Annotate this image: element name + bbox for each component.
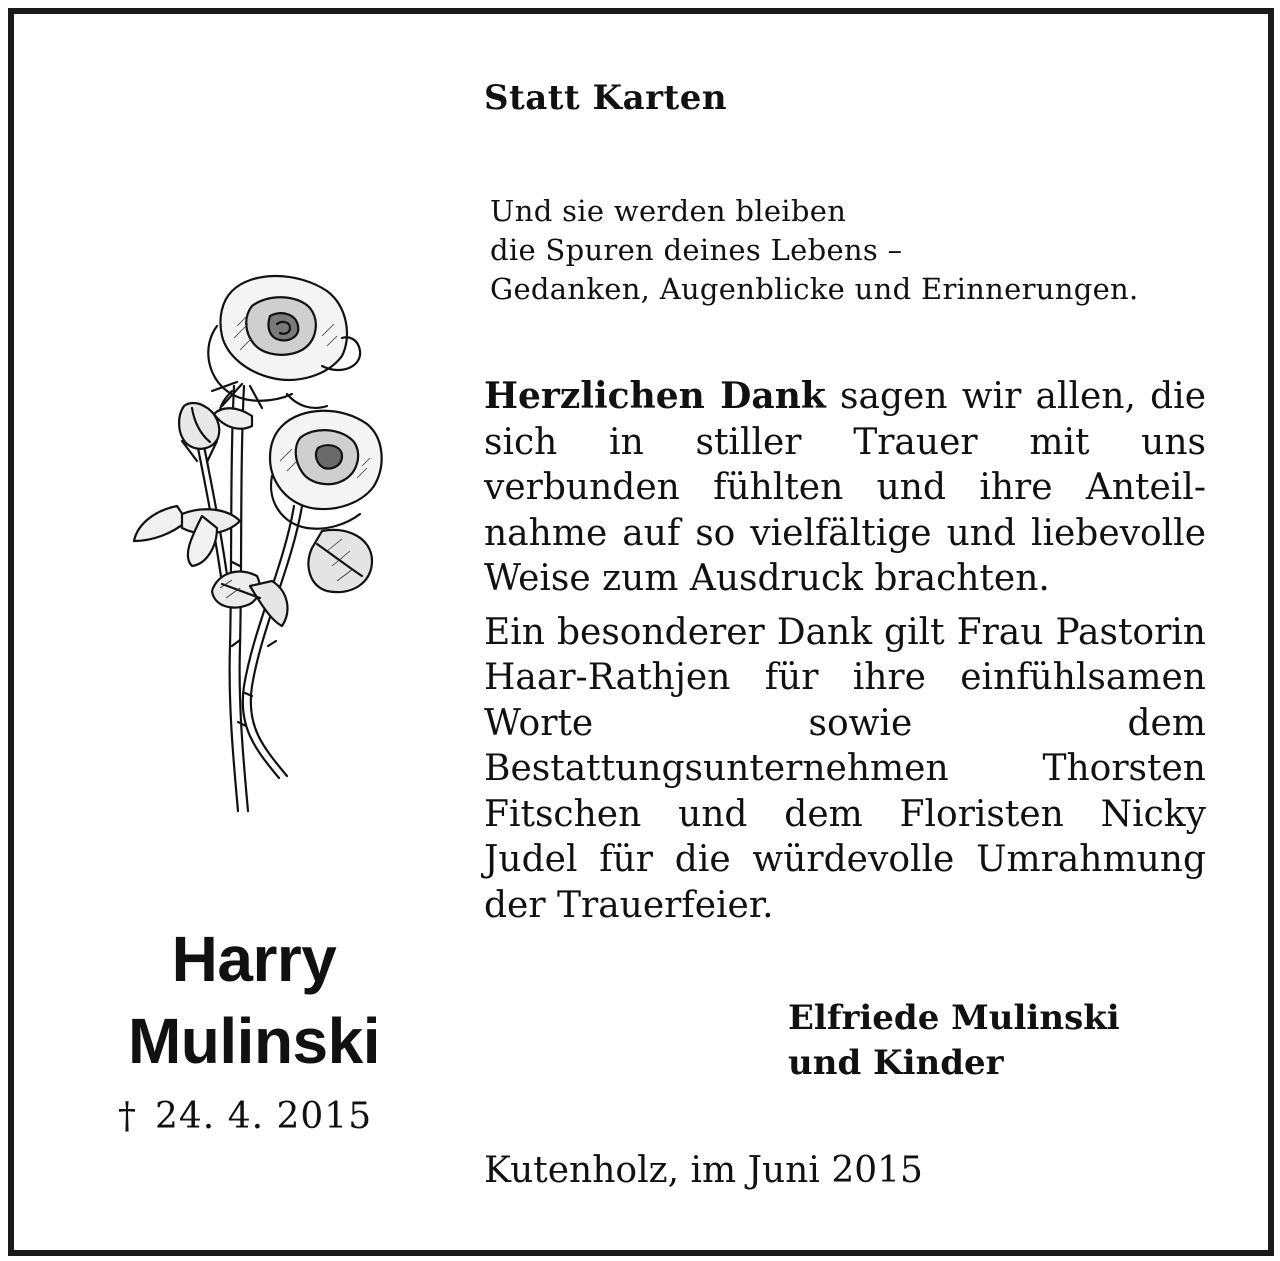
poem: [490, 192, 1139, 309]
place-date: Kutenholz, im Juni 2015: [484, 1150, 923, 1191]
rose-icon: [122, 266, 392, 821]
notice-header: Statt Karten: [484, 78, 728, 118]
death-date-line: [118, 1096, 372, 1137]
poem-line: die Spuren deines Lebens –: [490, 233, 903, 267]
deceased-name: [94, 918, 414, 1082]
obituary-card: [8, 8, 1274, 1256]
signature-line: und Kinder: [788, 1043, 1004, 1083]
signature-line: Elfriede Mulinski: [788, 998, 1120, 1038]
deceased-first-name: Harry: [171, 923, 337, 995]
thanks-paragraph-1: [484, 374, 1206, 602]
thanks-paragraph-1-text: sagen wir allen, die sich in stiller Trauer mit uns verbunden fühlten und ihre Anteilnahme auf so vielfältige und liebevolle Weise zum Ausdruck brachten.: [484, 376, 1206, 599]
thanks-emphasis: Herzlichen Dank: [484, 375, 826, 417]
deceased-last-name: Mulinski: [127, 1005, 381, 1077]
cross-icon: †: [118, 1096, 137, 1137]
poem-line: Und sie werden bleiben: [490, 194, 847, 228]
death-date: 24. 4. 2015: [155, 1096, 373, 1137]
thanks-text: [484, 374, 1206, 928]
signature: [788, 996, 1120, 1086]
poem-line: Gedanken, Augenblicke und Erinnerungen.: [490, 272, 1139, 306]
thanks-paragraph-2: Ein besonderer Dank gilt Frau Pastorin Haar-Rathjen für ihre einfühlsamen Worte sowie dem Bestattungsunternehmen Thorsten Fitschen und dem Floristen Nicky Judel für die würdevolle Umrahmung der Trauerfeier.: [484, 611, 1206, 926]
